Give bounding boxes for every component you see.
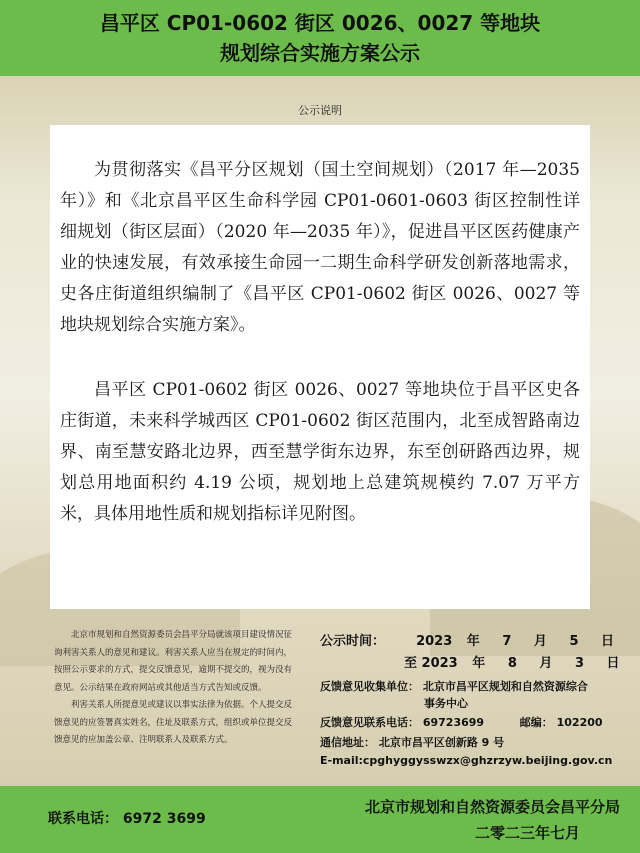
start-month: 7 xyxy=(502,634,512,649)
address-label: 通信地址： xyxy=(320,736,375,749)
feedback-unit-row-2 xyxy=(424,695,468,711)
end-month: 8 xyxy=(507,656,517,671)
stakeholder-notice-paragraph-1: 北京市规划和自然资源委员会昌平分局就该项目建设情况征询利害关系人的意见和建议。利害关系人应当在规定的时间内，按照公示要求的方式，提交反馈意见，逾期不提交的，视为没有意见。公示结果在政府网站或其他适当方式告知或反馈。 xyxy=(54,630,293,693)
content-paragraph-2: 昌平区 CP01-0602 街区 0026、0027 等地块位于昌平区史各庄街道，未来科学城西区 CP01-0602 街区范围内，北至成智路南边界、南至慧安路北边界，西至慧学街东边界，东至创研路西边界，规划总用地面积约 4.19 公顷，规划地上总建筑规模约 7.07 万平方米，具体用地性质和规划指标详见附图。 xyxy=(60,380,580,524)
stakeholder-notice xyxy=(54,627,300,750)
title-banner xyxy=(0,0,640,76)
issuing-organization: 北京市规划和自然资源委员会昌平分局 xyxy=(364,798,620,816)
email-value[interactable]: cpghyggysswzx@ghzrzyw.beijing.gov.cn xyxy=(362,754,613,767)
end-month-unit: 月 xyxy=(539,656,553,671)
feedback-unit-row xyxy=(320,678,588,694)
footer-banner xyxy=(0,786,640,853)
phone-value: 69723699 xyxy=(422,716,485,729)
content-panel xyxy=(50,125,590,609)
phone-row xyxy=(320,714,603,730)
feedback-unit-value: 北京市昌平区规划和自然资源综合 xyxy=(422,680,588,693)
page-title-line2: 规划综合实施方案公示 xyxy=(220,41,420,65)
stakeholder-notice-paragraph-2: 利害关系人所提意见或建议以事实法律为依据。个人提交反馈意见的应签署真实姓名，住址及联系方式，组织或单位提交反馈意见的应加盖公章、注明联系人及联系方式。 xyxy=(54,700,293,745)
start-year-unit: 年 xyxy=(466,634,480,649)
phone-label: 反馈意见联系电话： xyxy=(320,716,419,729)
period-label: 公示时间： xyxy=(320,634,386,649)
contact-label: 联系电话： xyxy=(48,811,118,827)
start-year: 2023 xyxy=(416,634,453,649)
period-end-row xyxy=(404,652,620,671)
start-day-unit: 日 xyxy=(601,634,615,649)
start-month-unit: 月 xyxy=(533,634,547,649)
page-title-line1: 昌平区 CP01-0602 街区 0026、0027 等地块 xyxy=(99,11,541,35)
feedback-unit-label: 反馈意见收集单位： xyxy=(320,680,419,693)
contact-value: 6972 3699 xyxy=(122,811,206,827)
to-label: 至 xyxy=(404,656,418,671)
notice-label: 公示说明 xyxy=(298,104,342,117)
postcode-label: 邮编： xyxy=(519,716,553,729)
period-start-row xyxy=(320,630,614,649)
end-year: 2023 xyxy=(421,656,458,671)
end-day: 3 xyxy=(574,656,584,671)
end-day-unit: 日 xyxy=(606,656,620,671)
address-row xyxy=(320,734,504,750)
address-value: 北京市昌平区创新路 9 号 xyxy=(378,736,505,749)
start-day: 5 xyxy=(569,634,579,649)
end-year-unit: 年 xyxy=(472,656,486,671)
issue-date: 二零二三年七月 xyxy=(474,824,580,842)
postcode-value: 102200 xyxy=(556,716,603,729)
feedback-unit-value-2: 事务中心 xyxy=(424,697,468,710)
contact-phone xyxy=(48,808,206,828)
content-paragraph-1: 为贯彻落实《昌平分区规划（国土空间规划）（2017 年—2035 年）》和《北京昌平区生命科学园 CP01-0601-0603 街区控制性详细规划（街区层面）（2020 年—2035 年）》，促进昌平区医药健康产业的快速发展，有效承接生命园一二期生命科学研发创新落地需求，史各庄街道组织编制了《昌平区 CP01-0602 街区 0026、0027 等地块规划综合实施方案》。 xyxy=(60,160,580,335)
email-row xyxy=(320,754,612,767)
email-label: E-mail: xyxy=(320,754,363,767)
